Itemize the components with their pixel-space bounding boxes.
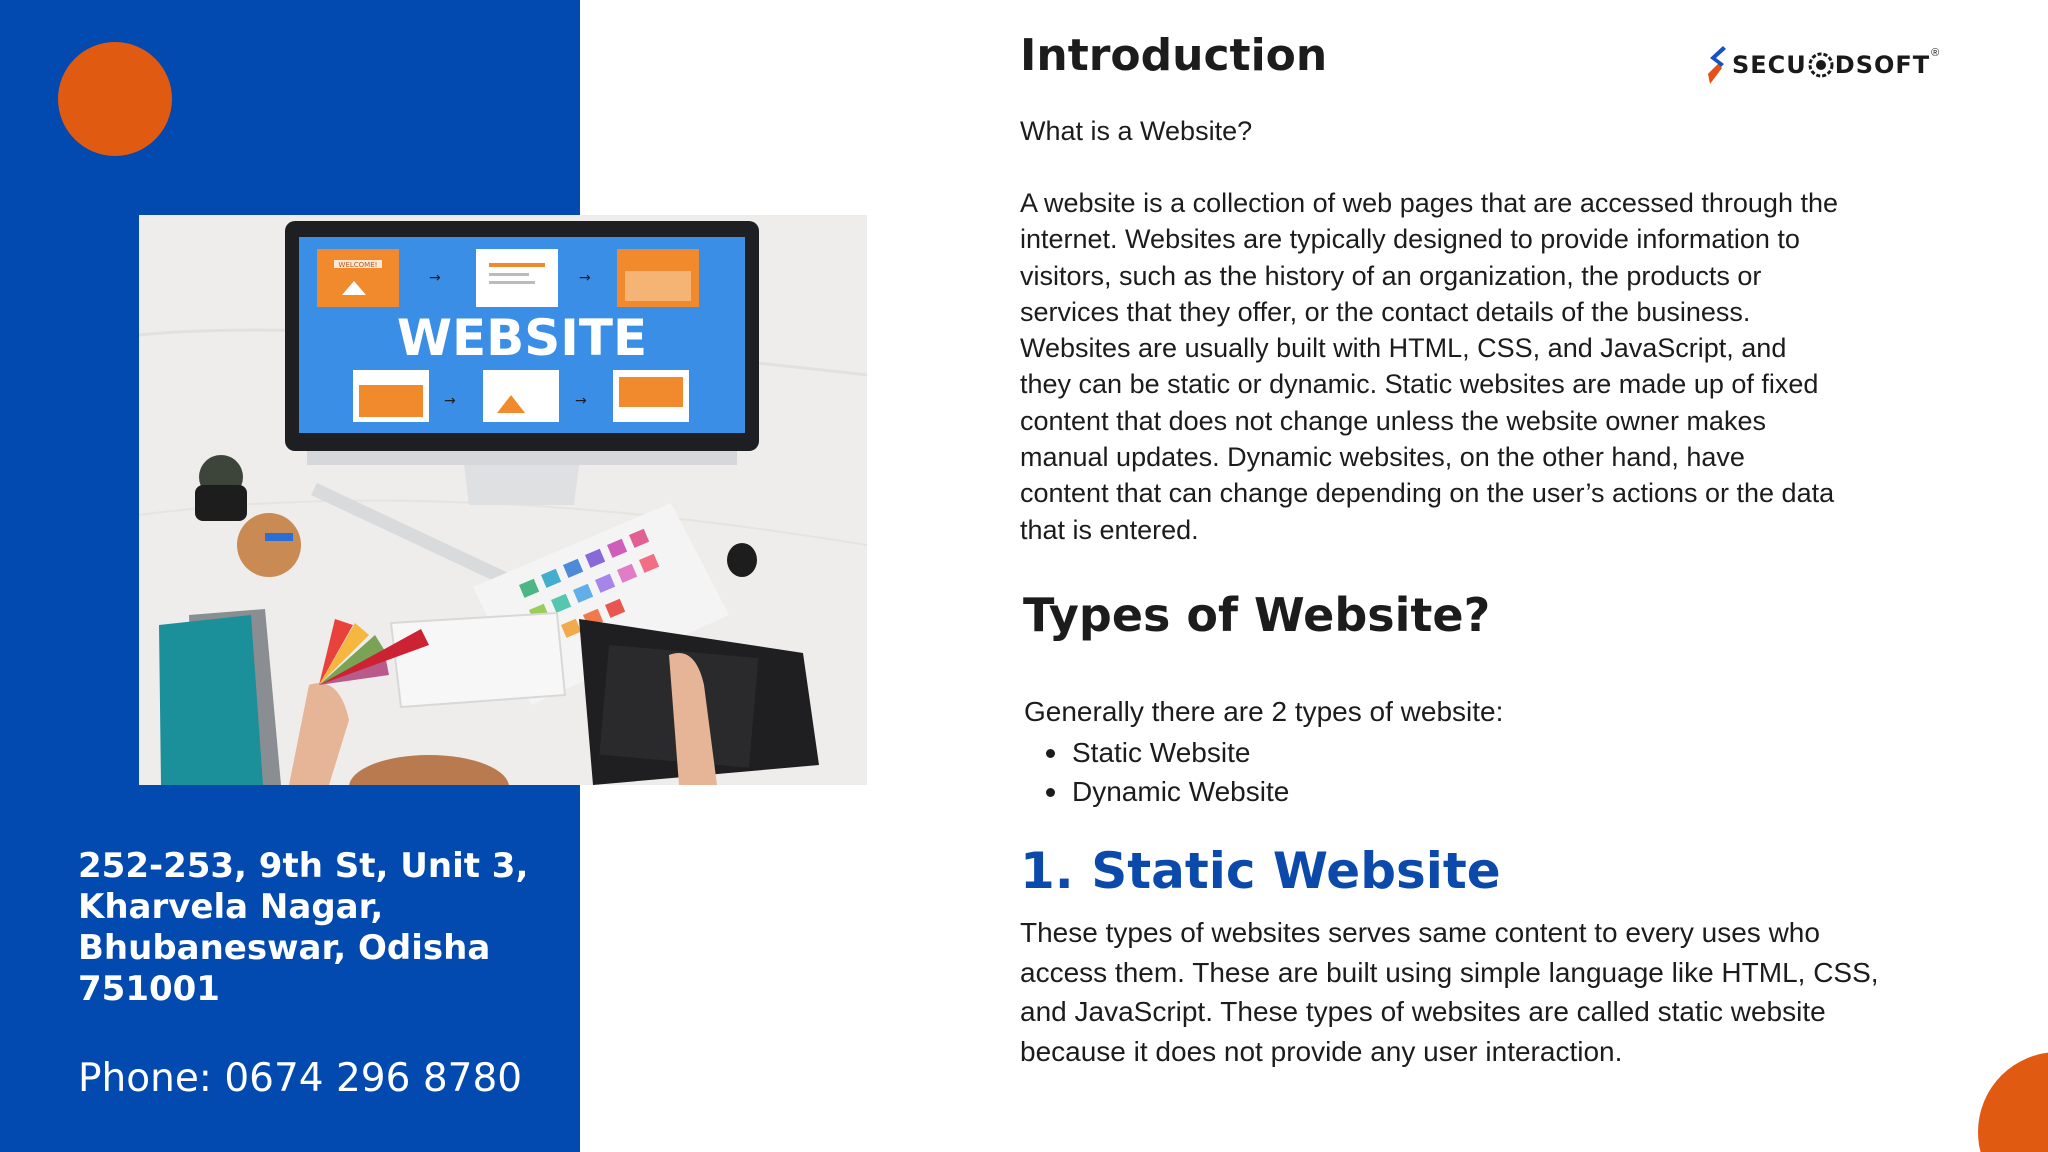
types-intro-text: Generally there are 2 types of website: — [1024, 696, 1504, 727]
registered-mark: ® — [1931, 47, 1940, 59]
website-question: What is a Website? — [1020, 116, 1253, 146]
static-website-heading: 1. Static Website — [1020, 842, 1501, 900]
logo-text-part-1: SECU — [1732, 51, 1807, 79]
logo-s-icon — [1704, 44, 1728, 86]
list-item: Dynamic Website — [1072, 772, 1289, 811]
monitor-website-text: WEBSITE — [396, 309, 648, 367]
svg-text:→: → — [444, 393, 456, 409]
office-address: 252-253, 9th St, Unit 3, Kharvela Nagar, Bhubaneswar, Odisha 751001 — [78, 846, 529, 1009]
list-item: Static Website — [1072, 733, 1289, 772]
logo-gear-icon — [1808, 52, 1834, 78]
introduction-heading: Introduction — [1020, 30, 1328, 81]
introduction-paragraph: A website is a collection of web pages that are accessed through the internet. Websites are typically designed to provide information to visitors, such as the history of an organization, the products or services that they offer, or the contact details of the business. Websites are usually built with HTML, CSS, and JavaScript, and they can be static or dynamic. Static websites are made up of fixed content that does not change unless the website owner makes manual updates. Dynamic websites, on the other hand, have content that can change depending on the user’s actions or the data that is entered. — [1020, 188, 1839, 545]
secudsoft-logo — [1704, 44, 1939, 86]
phone-number: Phone: 0674 296 8780 — [78, 1056, 523, 1101]
website-design-photo — [139, 215, 867, 785]
logo-text-part-2: DSOFT — [1834, 51, 1931, 79]
static-website-paragraph: These types of websites serves same content to every uses who access them. These are built using simple language like HTML, CSS, and JavaScript. These types of websites are called static website because it does not provide any user interaction. — [1020, 917, 1879, 1067]
decorative-orange-circle-bottom — [1978, 1052, 2048, 1152]
svg-text:→: → — [579, 270, 591, 286]
svg-text:→: → — [575, 393, 587, 409]
svg-text:→: → — [429, 270, 441, 286]
types-list — [1072, 733, 1289, 811]
welcome-card-text: WELCOME! — [338, 261, 378, 269]
decorative-orange-circle-top — [58, 42, 172, 156]
types-heading: Types of Website? — [1023, 588, 1491, 642]
